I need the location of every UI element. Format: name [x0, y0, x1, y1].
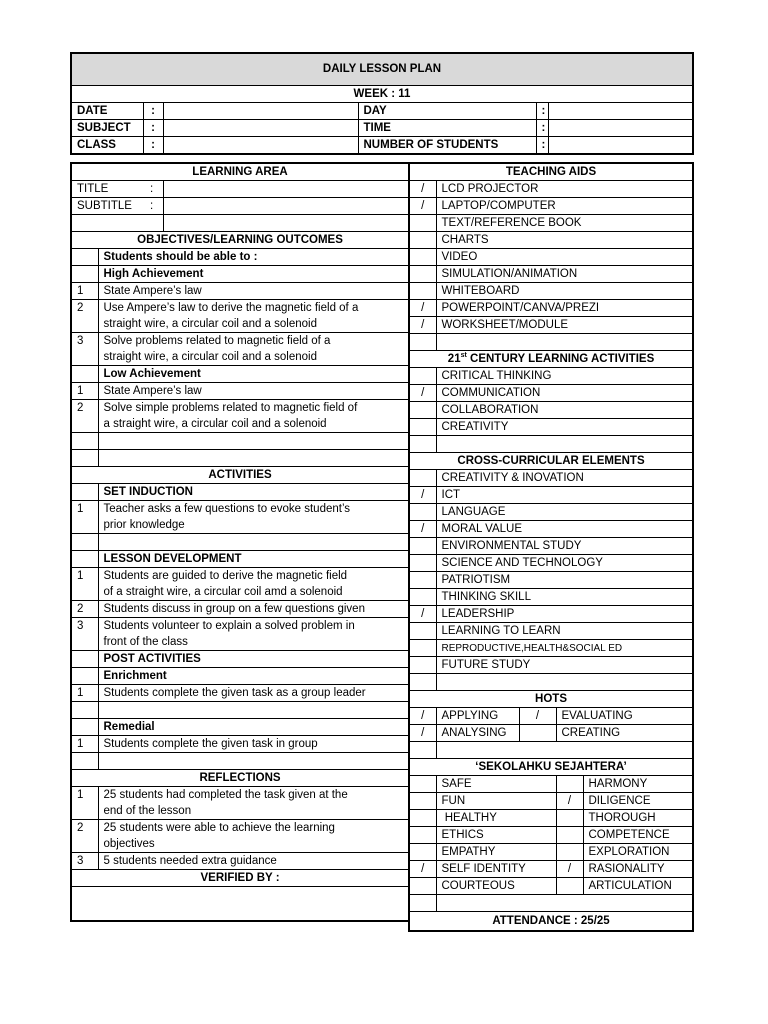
- checkmark[interactable]: /: [409, 606, 436, 623]
- checkmark[interactable]: /: [409, 708, 436, 725]
- century-activity-label: COMMUNICATION: [436, 385, 693, 402]
- checkmark[interactable]: [409, 657, 436, 674]
- checkmark[interactable]: [409, 793, 436, 810]
- checkmark[interactable]: [409, 232, 436, 249]
- verified-by-signature[interactable]: [71, 887, 409, 922]
- row-number: 1: [71, 501, 98, 518]
- cross-curricular-label: MORAL VALUE: [436, 521, 693, 538]
- century-suffix: st: [460, 351, 467, 359]
- objectives-header: OBJECTIVES/LEARNING OUTCOMES: [71, 232, 409, 249]
- verified-by-label: VERIFIED BY :: [71, 870, 409, 887]
- lesson-development-label: LESSON DEVELOPMENT: [98, 551, 409, 568]
- low-achievement-label: Low Achievement: [98, 366, 409, 383]
- hots-header: HOTS: [409, 691, 693, 708]
- objective-text: straight wire, a circular coil and a solenoid: [98, 349, 409, 366]
- activity-text: Students complete the given task in group: [98, 736, 409, 753]
- subject-value[interactable]: [163, 120, 358, 137]
- checkmark[interactable]: /: [556, 861, 583, 878]
- cross-curricular-label: LEARNING TO LEARN: [436, 623, 693, 640]
- value-label: RASIONALITY: [583, 861, 693, 878]
- cross-curricular-label: THINKING SKILL: [436, 589, 693, 606]
- time-value[interactable]: [548, 120, 693, 137]
- checkmark[interactable]: /: [409, 181, 436, 198]
- colon: :: [143, 103, 163, 120]
- checkmark[interactable]: [409, 810, 436, 827]
- cross-curricular-label: SCIENCE AND TECHNOLOGY: [436, 555, 693, 572]
- century-activity-label: CRITICAL THINKING: [436, 368, 693, 385]
- colon: :: [536, 137, 548, 155]
- checkmark[interactable]: /: [409, 521, 436, 538]
- checkmark[interactable]: [409, 776, 436, 793]
- checkmark[interactable]: [409, 504, 436, 521]
- page-title: DAILY LESSON PLAN: [71, 53, 693, 86]
- value-label: FUN: [436, 793, 556, 810]
- value-label: ARTICULATION: [583, 878, 693, 895]
- cross-curricular-header: CROSS-CURRICULAR ELEMENTS: [409, 453, 693, 470]
- hots-label: APPLYING: [436, 708, 519, 725]
- title-value[interactable]: [163, 181, 409, 198]
- cross-curricular-label: ENVIRONMENTAL STUDY: [436, 538, 693, 555]
- objective-text: State Ampere’s law: [98, 383, 409, 400]
- reflections-header: REFLECTIONS: [71, 770, 409, 787]
- teaching-aid-label: TEXT/REFERENCE BOOK: [436, 215, 693, 232]
- checkmark[interactable]: [409, 572, 436, 589]
- checkmark[interactable]: [519, 725, 556, 742]
- subject-label: SUBJECT: [71, 120, 143, 137]
- checkmark[interactable]: /: [409, 385, 436, 402]
- activity-text: Students complete the given task as a group leader: [98, 685, 409, 702]
- row-number: 2: [71, 601, 98, 618]
- century-text: CENTURY LEARNING ACTIVITIES: [466, 352, 655, 365]
- post-activities-label: POST ACTIVITIES: [98, 651, 409, 668]
- checkmark[interactable]: [556, 810, 583, 827]
- row-number: 1: [71, 568, 98, 585]
- activity-text: front of the class: [98, 634, 409, 651]
- colon: :: [536, 103, 548, 120]
- checkmark[interactable]: [409, 215, 436, 232]
- value-label: COMPETENCE: [583, 827, 693, 844]
- header-table: [70, 52, 694, 155]
- enrichment-label: Enrichment: [98, 668, 409, 685]
- objective-text: a straight wire, a circular coil and a solenoid: [98, 416, 409, 433]
- activity-text: of a straight wire, a circular coil amd a solenoid: [98, 584, 409, 601]
- cross-curricular-label: LEADERSHIP: [436, 606, 693, 623]
- title-label: [71, 181, 163, 198]
- cross-curricular-label: LANGUAGE: [436, 504, 693, 521]
- subtitle-label: [71, 198, 163, 215]
- century-learning-header: [409, 351, 693, 368]
- set-induction-label: SET INDUCTION: [98, 484, 409, 501]
- checkmark[interactable]: [556, 827, 583, 844]
- activity-text: Students discuss in group on a few questions given: [98, 601, 409, 618]
- checkmark[interactable]: [409, 538, 436, 555]
- teaching-aid-label: WORKSHEET/MODULE: [436, 317, 693, 334]
- reflection-text: 25 students were able to achieve the learning: [98, 820, 409, 837]
- checkmark[interactable]: [409, 555, 436, 572]
- cross-curricular-label: ICT: [436, 487, 693, 504]
- checkmark[interactable]: [409, 878, 436, 895]
- checkmark[interactable]: [409, 623, 436, 640]
- checkmark[interactable]: /: [409, 861, 436, 878]
- row-number: 1: [71, 383, 98, 400]
- checkmark[interactable]: [556, 844, 583, 861]
- checkmark[interactable]: [409, 844, 436, 861]
- checkmark[interactable]: /: [409, 487, 436, 504]
- checkmark[interactable]: [409, 368, 436, 385]
- remedial-label: Remedial: [98, 719, 409, 736]
- objective-text: State Ampere’s law: [98, 283, 409, 300]
- time-label: TIME: [358, 120, 536, 137]
- class-value[interactable]: [163, 137, 358, 155]
- value-label: THOROUGH: [583, 810, 693, 827]
- students-label: NUMBER OF STUDENTS: [358, 137, 536, 155]
- checkmark[interactable]: /: [409, 300, 436, 317]
- teaching-aid-label: LAPTOP/COMPUTER: [436, 198, 693, 215]
- teaching-aid-label: SIMULATION/ANIMATION: [436, 266, 693, 283]
- cross-curricular-label: FUTURE STUDY: [436, 657, 693, 674]
- activities-header: ACTIVITIES: [71, 467, 409, 484]
- value-label: DILIGENCE: [583, 793, 693, 810]
- title-text: TITLE: [77, 182, 109, 195]
- activity-text: Students volunteer to explain a solved problem in: [98, 618, 409, 635]
- checkmark[interactable]: /: [409, 198, 436, 215]
- sekolahku-sejahtera-header: ‘SEKOLAHKU SEJAHTERA’: [409, 759, 693, 776]
- row-number: 2: [71, 300, 98, 317]
- checkmark[interactable]: /: [556, 793, 583, 810]
- colon: :: [143, 137, 163, 155]
- hots-label: ANALYSING: [436, 725, 519, 742]
- subtitle-value[interactable]: [163, 198, 409, 215]
- cross-curricular-label: PATRIOTISM: [436, 572, 693, 589]
- activity-text: prior knowledge: [98, 517, 409, 534]
- row-number: 3: [71, 618, 98, 635]
- teaching-aid-label: WHITEBOARD: [436, 283, 693, 300]
- reflection-text: objectives: [98, 836, 409, 853]
- checkmark[interactable]: [409, 640, 436, 657]
- colon: :: [150, 182, 154, 195]
- date-value[interactable]: [163, 103, 358, 120]
- checkmark[interactable]: [556, 878, 583, 895]
- checkmark[interactable]: [409, 419, 436, 436]
- cross-curricular-label: REPRODUCTIVE,HEALTH&SOCIAL ED: [436, 640, 693, 657]
- checkmark[interactable]: /: [409, 317, 436, 334]
- cross-curricular-label: CREATIVITY & INOVATION: [436, 470, 693, 487]
- teaching-aid-label: CHARTS: [436, 232, 693, 249]
- century-activity-label: CREATIVITY: [436, 419, 693, 436]
- day-value[interactable]: [548, 103, 693, 120]
- checkmark[interactable]: [409, 402, 436, 419]
- checkmark[interactable]: [409, 470, 436, 487]
- value-label: SAFE: [436, 776, 556, 793]
- value-label: EXPLORATION: [583, 844, 693, 861]
- students-value[interactable]: [548, 137, 693, 155]
- teaching-aid-label: VIDEO: [436, 249, 693, 266]
- objective-text: Solve problems related to magnetic field of a: [98, 333, 409, 350]
- students-able-text: Students should be able to :: [98, 249, 409, 266]
- day-label: DAY: [358, 103, 536, 120]
- row-number: 3: [71, 853, 98, 870]
- right-table: [408, 162, 694, 932]
- row-number: 1: [71, 736, 98, 753]
- value-label: COURTEOUS: [436, 878, 556, 895]
- date-label: DATE: [71, 103, 143, 120]
- checkmark[interactable]: /: [409, 725, 436, 742]
- class-label: CLASS: [71, 137, 143, 155]
- row-number: 1: [71, 685, 98, 702]
- checkmark[interactable]: [556, 776, 583, 793]
- row-number: 2: [71, 400, 98, 417]
- high-achievement-label: High Achievement: [98, 266, 409, 283]
- row-number: 1: [71, 283, 98, 300]
- attendance-label: ATTENDANCE : 25/25: [409, 912, 693, 932]
- objective-text: Use Ampere’s law to derive the magnetic field of a: [98, 300, 409, 317]
- century-number: 21: [447, 352, 461, 365]
- value-label: ETHICS: [436, 827, 556, 844]
- activity-text: Students are guided to derive the magnetic field: [98, 568, 409, 585]
- colon: :: [143, 120, 163, 137]
- teaching-aids-header: TEACHING AIDS: [409, 163, 693, 181]
- value-label: HEALTHY: [436, 810, 556, 827]
- colon: :: [150, 199, 154, 212]
- row-number: 1: [71, 787, 98, 804]
- objective-text: straight wire, a circular coil and a solenoid: [98, 316, 409, 333]
- reflection-text: 5 students needed extra guidance: [98, 853, 409, 870]
- left-table: [70, 162, 410, 922]
- checkmark[interactable]: [409, 283, 436, 300]
- checkmark[interactable]: [409, 589, 436, 606]
- value-label: HARMONY: [583, 776, 693, 793]
- subtitle-text: SUBTITLE: [77, 199, 132, 212]
- checkmark[interactable]: /: [519, 708, 556, 725]
- reflection-text: end of the lesson: [98, 803, 409, 820]
- checkmark[interactable]: [409, 249, 436, 266]
- teaching-aid-label: POWERPOINT/CANVA/PREZI: [436, 300, 693, 317]
- learning-area-header: LEARNING AREA: [71, 163, 409, 181]
- checkmark[interactable]: [409, 827, 436, 844]
- row-number: 2: [71, 820, 98, 837]
- value-label: SELF IDENTITY: [436, 861, 556, 878]
- objective-text: Solve simple problems related to magnetic field of: [98, 400, 409, 417]
- value-label: EMPATHY: [436, 844, 556, 861]
- colon: :: [536, 120, 548, 137]
- teaching-aid-label: LCD PROJECTOR: [436, 181, 693, 198]
- century-activity-label: COLLABORATION: [436, 402, 693, 419]
- checkmark[interactable]: [409, 266, 436, 283]
- hots-label: EVALUATING: [556, 708, 693, 725]
- row-number: 3: [71, 333, 98, 350]
- week-label: WEEK : 11: [71, 86, 693, 103]
- reflection-text: 25 students had completed the task given at the: [98, 787, 409, 804]
- hots-label: CREATING: [556, 725, 693, 742]
- activity-text: Teacher asks a few questions to evoke student’s: [98, 501, 409, 518]
